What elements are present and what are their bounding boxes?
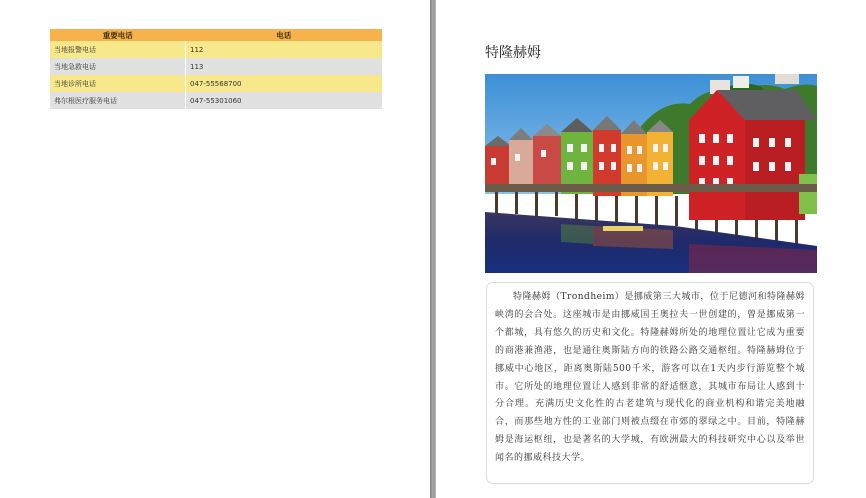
row-name: 当地报警电话 (50, 41, 186, 58)
row-name: 当地急救电话 (50, 58, 186, 75)
row-name: 弗尔根医疗服务电话 (50, 92, 186, 109)
city-description-box (486, 282, 814, 484)
right-page (436, 0, 866, 498)
row-number: 112 (186, 41, 383, 58)
important-phone-table (50, 29, 382, 109)
table-header-row (50, 29, 382, 41)
row-name: 当地诊所电话 (50, 75, 186, 92)
left-page (0, 0, 430, 498)
table-row (50, 58, 382, 75)
header-important-phone: 重要电话 (50, 29, 186, 41)
table-row (50, 41, 382, 58)
table-row (50, 75, 382, 92)
trondheim-harbor-photo (485, 74, 817, 273)
row-number: 047-55301060 (186, 92, 383, 109)
row-number: 113 (186, 58, 383, 75)
table-row (50, 92, 382, 109)
row-number: 047-55568700 (186, 75, 383, 92)
city-title: 特隆赫姆 (485, 45, 541, 61)
header-phone: 电话 (186, 29, 383, 41)
city-description: 特隆赫姆（Trondheim）是挪威第三大城市，位于尼德河和特隆赫姆峡湾的会合处。这座城市是由挪威国王奥拉夫一世创建的，曾是挪威第一个都城，具有悠久的历史和文化。特隆赫姆所处的地理位置让它成为重要的商港兼渔港，也是通往奥斯陆方向的铁路公路交通枢纽。特隆赫姆位于挪威中心地区，距离奥斯陆500千米，游客可以在1天内步行游览整个城市。它所处的地理位置让人感到非常的舒适惬意，其城市布局让人感到十分合理。充满历史文化性的古老建筑与现代化的商业机构和谐完美地融合，而那些地方性的工业部门则被点缀在市郊的翠绿之中。目前，特隆赫姆是海运枢纽，也是著名的大学城，有欧洲最大的科技研究中心以及举世闻名的挪威科技大学。 (495, 292, 805, 464)
